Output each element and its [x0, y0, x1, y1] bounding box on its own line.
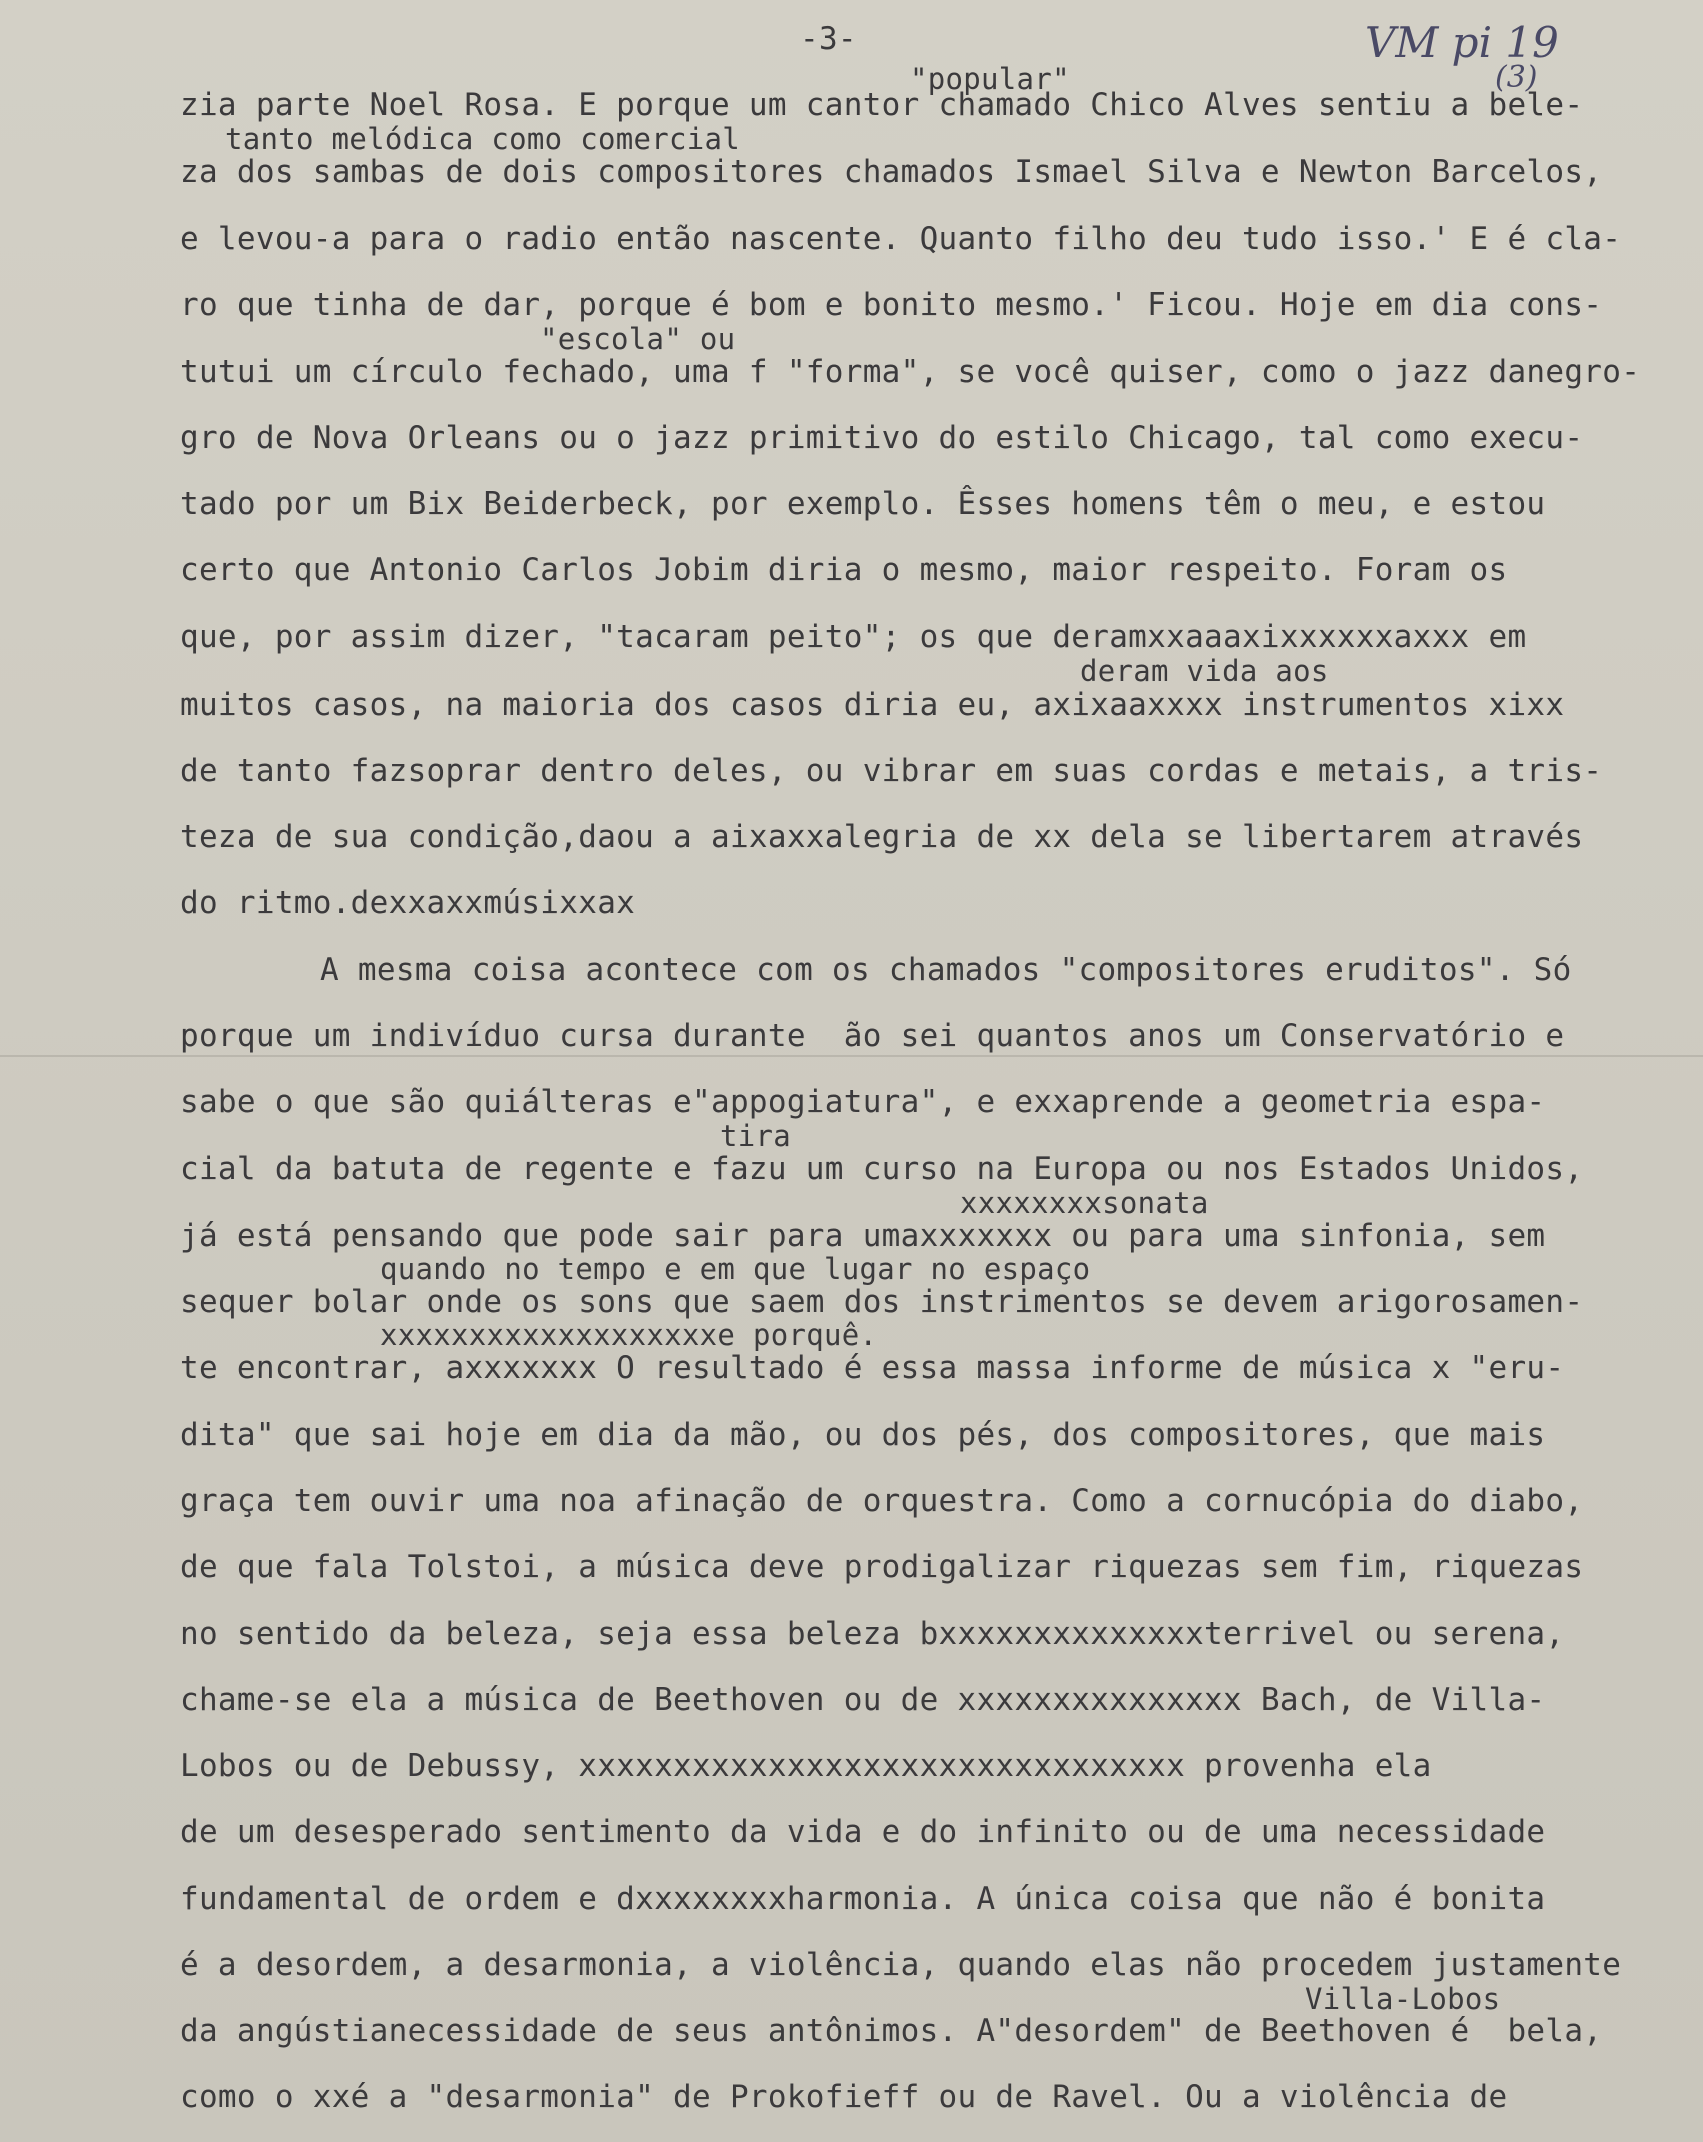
interlinear-correction: tira	[720, 1119, 792, 1153]
text-line: de tanto fazsoprar dentro deles, ou vibrar em suas cordas e metais, a tris-	[180, 753, 1603, 789]
text-line: A mesma coisa acontece com os chamados "compositores eruditos". Só	[320, 952, 1572, 988]
text-line: de um desesperado sentimento da vida e do infinito ou de uma necessidade	[180, 1814, 1546, 1850]
text-line: porque um indivíduo cursa durante ão sei quantos anos um Conservatório e	[180, 1018, 1565, 1054]
text-line: como o xxé a "desarmonia" de Prokofieff ou de Ravel. Ou a violência de	[180, 2079, 1508, 2115]
text-line: do ritmo.dexxaxxmúsixxax	[180, 885, 636, 921]
text-line: za dos sambas de dois compositores chamados Ismael Silva e Newton Barcelos,	[180, 154, 1603, 190]
text-line: sequer bolar onde os sons que saem dos instrimentos se devem arigorosamen-	[180, 1284, 1584, 1320]
text-line: fundamental de ordem e dxxxxxxxxharmonia. A única coisa que não é bonita	[180, 1881, 1546, 1917]
archive-reference-sub: (3)	[1495, 60, 1538, 95]
text-line: da angústianecessidade de seus antônimos. A"desordem" de Beethoven é bela,	[180, 2013, 1603, 2049]
text-line: Lobos ou de Debussy, xxxxxxxxxxxxxxxxxxxxxxxxxxxxxxxx provenha ela	[180, 1748, 1432, 1784]
text-line: chame-se ela a música de Beethoven ou de xxxxxxxxxxxxxxx Bach, de Villa-	[180, 1682, 1546, 1718]
text-line: sabe o que são quiálteras e"appogiatura", e exxaprende a geometria espa-	[180, 1084, 1546, 1120]
paper-fold-line	[0, 1055, 1703, 1057]
text-line: já está pensando que pode sair para umaxxxxxxx ou para uma sinfonia, sem	[180, 1218, 1546, 1254]
text-line: de que fala Tolstoi, a música deve prodigalizar riquezas sem fim, riquezas	[180, 1549, 1584, 1585]
text-line: teza de sua condição,daou a aixaxxalegria de xx dela se libertarem através	[180, 819, 1584, 855]
text-line: graça tem ouvir uma noa afinação de orquestra. Como a cornucópia do diabo,	[180, 1483, 1584, 1519]
text-line: tado por um Bix Beiderbeck, por exemplo. Êsses homens têm o meu, e estou	[180, 486, 1546, 522]
archive-reference: VM pi 19	[1365, 18, 1559, 67]
interlinear-correction: tanto melódica como comercial	[225, 122, 741, 156]
interlinear-correction: "escola" ou	[540, 322, 736, 356]
text-line: zia parte Noel Rosa. E porque um cantor chamado Chico Alves sentiu a bele-	[180, 87, 1584, 123]
page-number: -3-	[800, 21, 857, 57]
text-line: é a desordem, a desarmonia, a violência, quando elas não procedem justamente	[180, 1947, 1622, 1983]
interlinear-correction: xxxxxxxxxxxxxxxxxxxe porquê.	[380, 1318, 878, 1352]
text-line: no sentido da beleza, seja essa beleza bxxxxxxxxxxxxxxterrivel ou serena,	[180, 1616, 1565, 1652]
text-line: que, por assim dizer, "tacaram peito"; os que deramxxaaaxixxxxxxaxxx em	[180, 619, 1527, 655]
interlinear-correction: xxxxxxxxsonata	[960, 1186, 1209, 1220]
interlinear-correction: Villa-Lobos	[1305, 1982, 1501, 2016]
interlinear-correction: deram vida aos	[1080, 654, 1329, 688]
text-line: ro que tinha de dar, porque é bom e bonito mesmo.' Ficou. Hoje em dia cons-	[180, 287, 1603, 323]
text-line: e levou-a para o radio então nascente. Quanto filho deu tudo isso.' E é cla-	[180, 221, 1622, 257]
text-line: cial da batuta de regente e fazu um curso na Europa ou nos Estados Unidos,	[180, 1151, 1584, 1187]
text-line: muitos casos, na maioria dos casos diria eu, axixaaxxxx instrumentos xixx	[180, 687, 1565, 723]
interlinear-correction: quando no tempo e em que lugar no espaço	[380, 1252, 1091, 1286]
text-line: certo que Antonio Carlos Jobim diria o mesmo, maior respeito. Foram os	[180, 552, 1508, 588]
interlinear-correction: "popular"	[910, 62, 1070, 96]
text-line: te encontrar, axxxxxxx O resultado é essa massa informe de música x "eru-	[180, 1350, 1565, 1386]
text-line: dita" que sai hoje em dia da mão, ou dos pés, dos compositores, que mais	[180, 1417, 1546, 1453]
text-line: gro de Nova Orleans ou o jazz primitivo do estilo Chicago, tal como execu-	[180, 420, 1584, 456]
text-line: tutui um círculo fechado, uma f "forma", se você quiser, como o jazz danegro-	[180, 354, 1641, 390]
